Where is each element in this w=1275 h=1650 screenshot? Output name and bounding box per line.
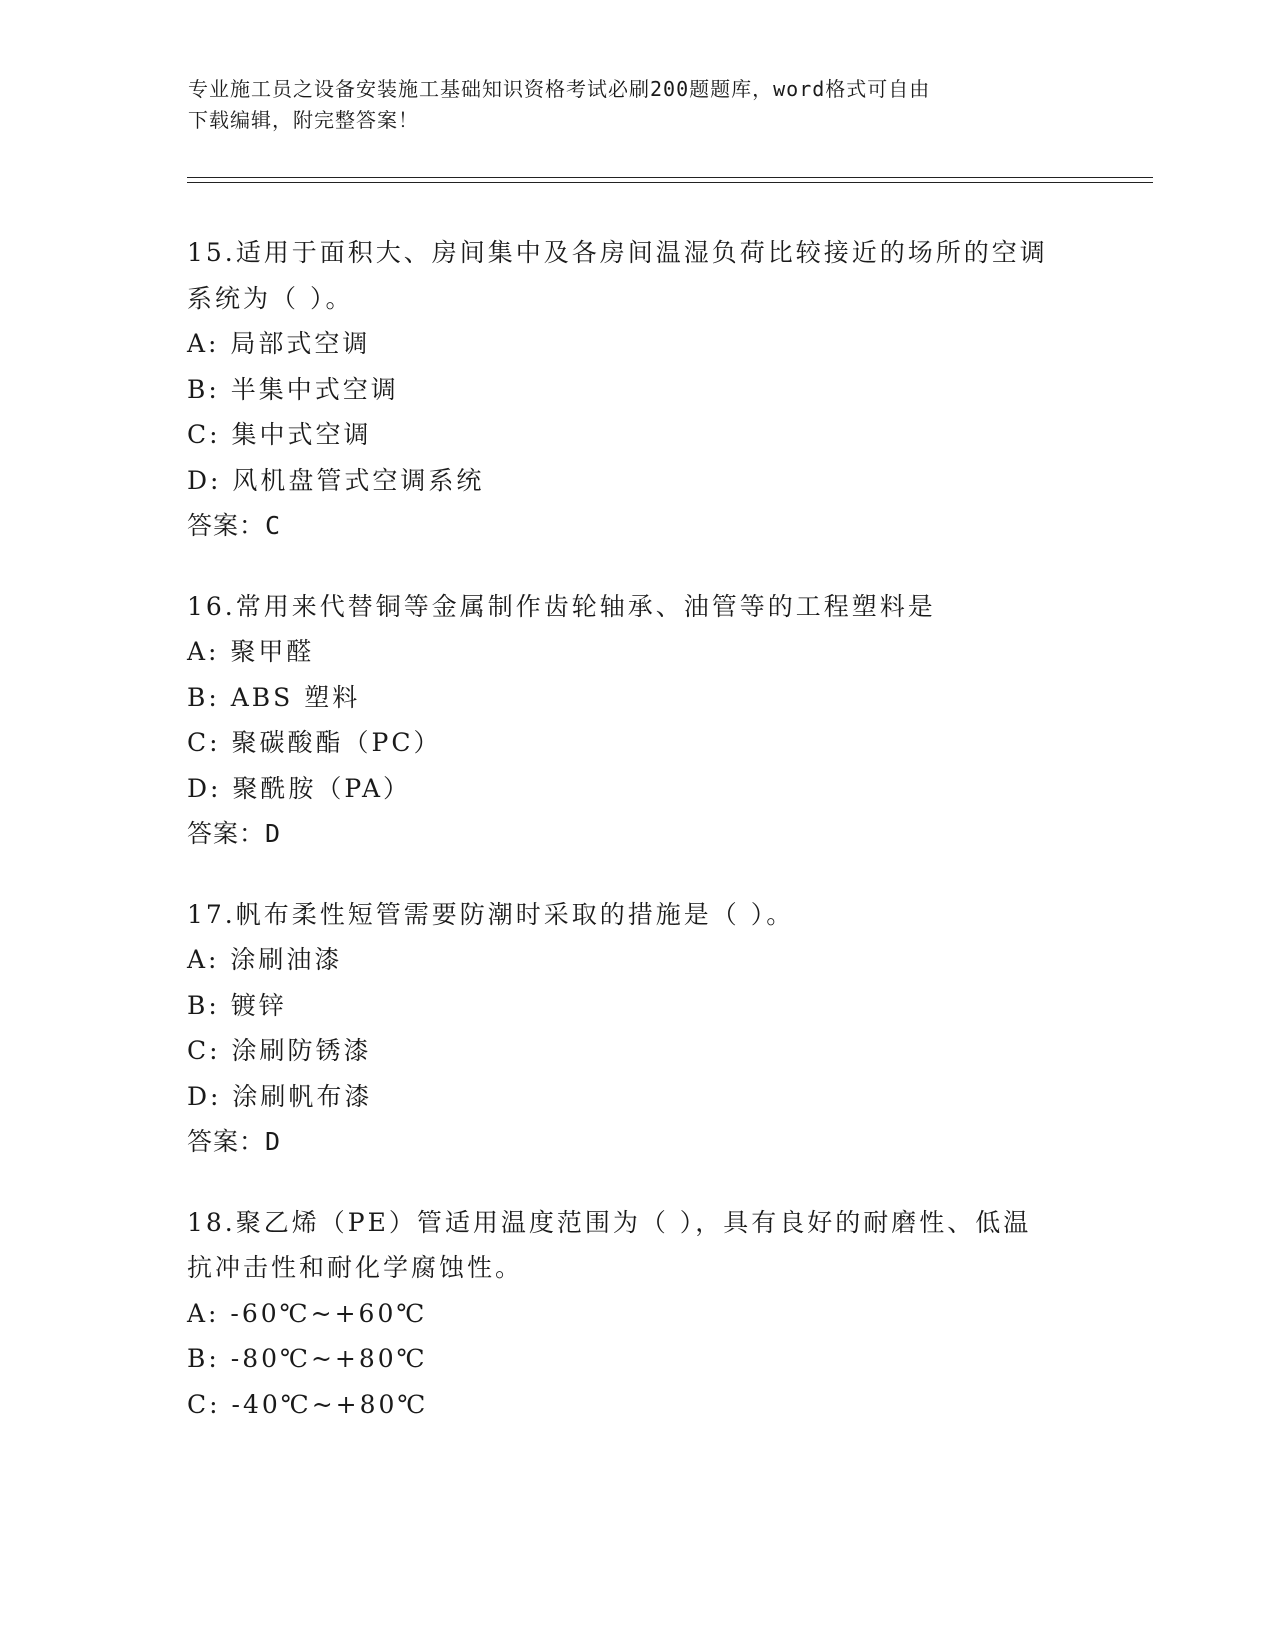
option-c: C: 聚碳酸酯（PC） xyxy=(187,728,442,757)
option-b: B: 镀锌 xyxy=(187,990,287,1020)
option-d: D: 聚酰胺（PA） xyxy=(187,773,411,803)
question-15 xyxy=(187,230,1087,549)
option-c: C: 涂刷防锈漆 xyxy=(187,1036,372,1065)
option-a: A: -60℃~+60℃ xyxy=(187,1298,428,1328)
option-c: C: 集中式空调 xyxy=(187,420,372,449)
option-a: A: 聚甲醛 xyxy=(187,637,315,666)
question-text-continued: 系统为（ ）。 xyxy=(187,283,354,313)
header-divider-bottom xyxy=(187,182,1153,183)
option-b: B: -80℃~+80℃ xyxy=(187,1344,428,1373)
question-text: 17.帆布柔性短管需要防潮时采取的措施是（ ）。 xyxy=(187,899,795,929)
answer-line: 答案：D xyxy=(187,1127,282,1156)
option-c: C: -40℃~+80℃ xyxy=(187,1389,429,1419)
question-text: 18.聚乙烯（PE）管适用温度范围为（ ），具有良好的耐磨性、低温 xyxy=(187,1207,1032,1237)
answer-line: 答案：C xyxy=(187,511,282,540)
question-list xyxy=(187,230,1087,1462)
option-a: A: 涂刷油漆 xyxy=(187,945,343,974)
question-17 xyxy=(187,892,1087,1165)
option-a: A: 局部式空调 xyxy=(187,329,371,358)
header-line-2: 下载编辑，附完整答案！ xyxy=(188,108,419,132)
question-18 xyxy=(187,1200,1087,1428)
document-header xyxy=(188,74,1088,136)
question-text: 16.常用来代替铜等金属制作齿轮轴承、油管等的工程塑料是 xyxy=(187,591,936,621)
option-d: D: 风机盘管式空调系统 xyxy=(187,465,485,495)
question-text: 15.适用于面积大、房间集中及各房间温湿负荷比较接近的场所的空调 xyxy=(187,238,1048,267)
option-b: B: 半集中式空调 xyxy=(187,374,399,404)
option-d: D: 涂刷帆布漆 xyxy=(187,1081,373,1111)
option-b: B: ABS 塑料 xyxy=(187,682,361,712)
question-text-continued: 抗冲击性和耐化学腐蚀性。 xyxy=(187,1253,524,1282)
header-divider-top xyxy=(187,177,1153,178)
header-line-1: 专业施工员之设备安装施工基础知识资格考试必刷200题题库，word格式可自由 xyxy=(188,77,931,101)
answer-line: 答案：D xyxy=(187,819,282,848)
question-16 xyxy=(187,584,1087,857)
